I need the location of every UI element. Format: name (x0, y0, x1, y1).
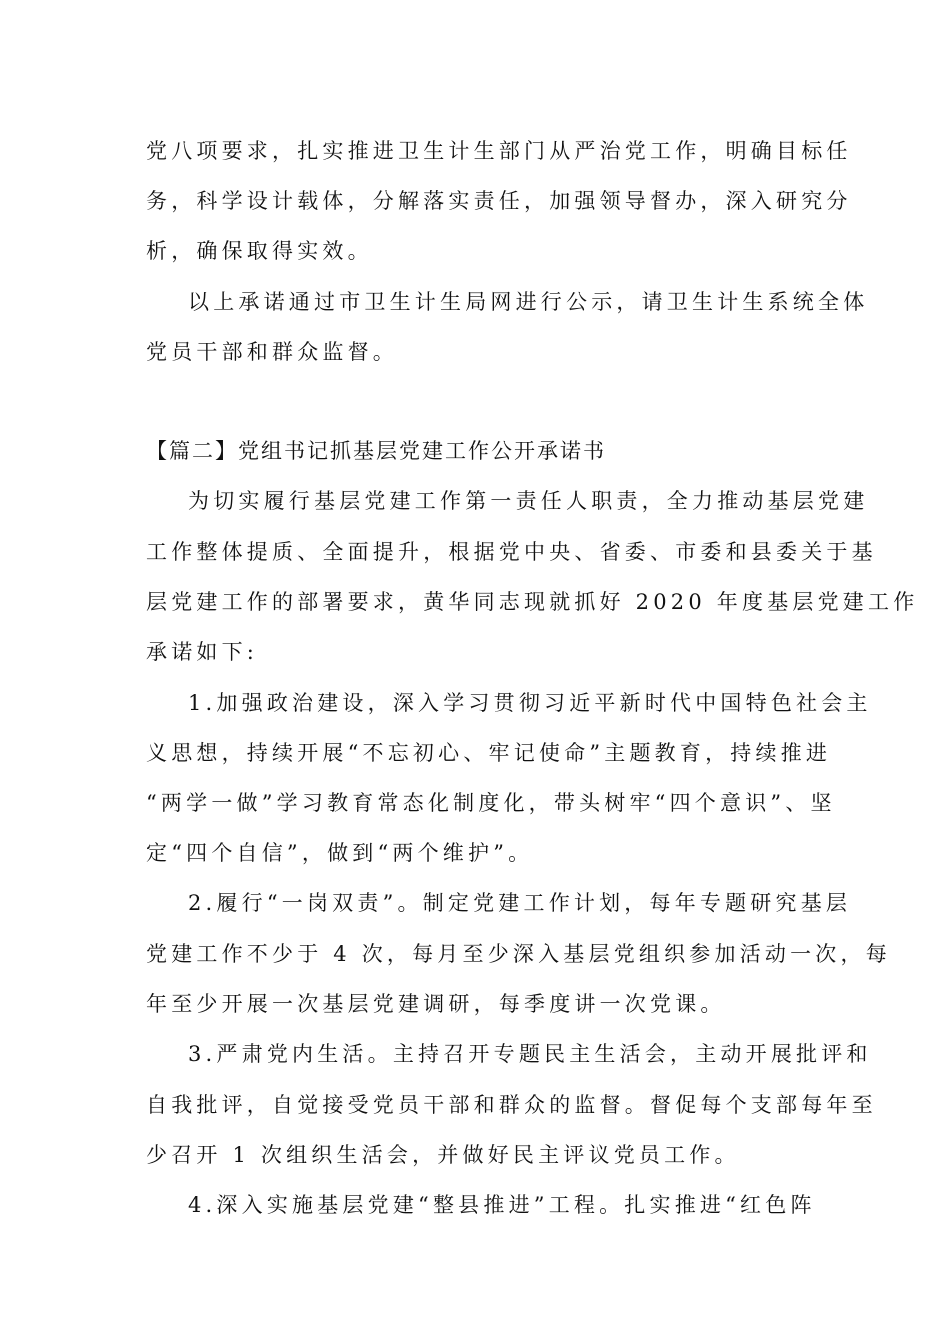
list-item-line: 党建工作不少于 4 次，每月至少深入基层党组织参加活动一次，每 (146, 942, 891, 966)
list-item-line: 自我批评，自觉接受党员干部和群众的监督。督促每个支部每年至 (146, 1093, 877, 1117)
list-item-line: “两学一做”学习教育常态化制度化，带头树牢“四个意识”、坚 (146, 791, 836, 815)
paragraph-line: 党员干部和群众监督。 (146, 340, 398, 364)
list-item-line: 定“四个自信”，做到“两个维护”。 (146, 841, 534, 865)
list-item-line: 3.严肃党内生活。主持召开专题民主生活会，主动开展批评和 (188, 1042, 872, 1066)
paragraph-line: 党八项要求，扎实推进卫生计生部门从严治党工作，明确目标任 (146, 139, 852, 163)
list-item-line: 2.履行“一岗双责”。制定党建工作计划，每年专题研究基层 (188, 891, 852, 915)
list-item-line: 1.加强政治建设，深入学习贯彻习近平新时代中国特色社会主 (188, 691, 872, 715)
list-item-line: 义思想，持续开展“不忘初心、牢记使命”主题教育，持续推进 (146, 741, 832, 765)
list-item-line: 4.深入实施基层党建“整县推进”工程。扎实推进“红色阵 (188, 1193, 816, 1217)
list-item-line: 年至少开展一次基层党建调研，每季度讲一次党课。 (146, 992, 726, 1016)
list-item-line: 少召开 1 次组织生活会，并做好民主评议党员工作。 (146, 1143, 740, 1167)
section-heading: 【篇二】党组书记抓基层党建工作公开承诺书 (146, 439, 606, 463)
paragraph-line: 工作整体提质、全面提升，根据党中央、省委、市委和县委关于基 (146, 540, 877, 564)
paragraph-line: 承诺如下: (146, 640, 259, 664)
paragraph-line: 为切实履行基层党建工作第一责任人职责，全力推动基层党建 (188, 489, 869, 513)
paragraph-line: 以上承诺通过市卫生计生局网进行公示，请卫生计生系统全体 (188, 290, 869, 314)
paragraph-line: 务，科学设计载体，分解落实责任，加强领导督办，深入研究分 (146, 189, 852, 213)
paragraph-line: 层党建工作的部署要求，黄华同志现就抓好 2020 年度基层党建工作 (146, 590, 919, 614)
paragraph-line: 析，确保取得实效。 (146, 239, 373, 263)
